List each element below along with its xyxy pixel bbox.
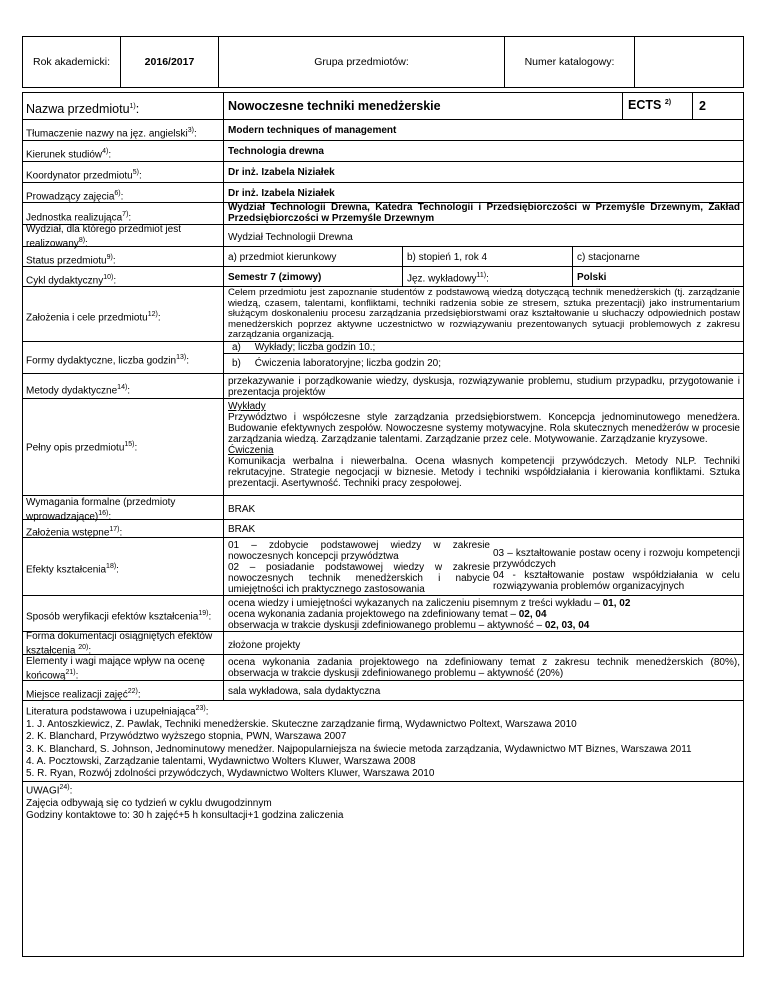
wydz-label: Wydział, dla którego przedmiot jest realizowany$^{8)}$: [26,224,181,249]
ects-value: 2 [699,99,706,113]
literature-heading: Literatura podstawowa i uzupełniająca$^{23)}$: [26,705,209,718]
metody-label: Metody dydaktyczne$^{14)}$: [26,384,131,397]
uwagi-heading: UWAGI$^{24)}$: [22,781,744,798]
literature-item: 2. K. Blanchard, Przywództwo wyższego stopnia, PWN, Warszawa 2007 [26,731,347,743]
divider [692,92,693,119]
row-status [22,247,744,267]
zal-label: Założenia i cele przedmiotu$^{12)}$: [26,311,161,324]
forma-label: Forma dokumentacji osiągniętych efektów kształcenia $^{20)}$: [26,631,213,656]
row-sposob [22,596,744,632]
row-wymagania [22,496,744,523]
spos-value [228,598,740,631]
formy-label: Formy dydaktyczne, liczba godzin$^{13)}$: [26,354,189,367]
efekty-label: Efekty kształcenia$^{18)}$: [26,563,119,576]
divider [622,92,623,119]
efekt-01: 01 – zdobycie podstawowej wiedzy w zakresie nowoczesnych koncepcji przywództwa [228,540,490,562]
opis-cwiczenia-heading: Ćwiczenia [228,445,274,456]
efekty-right [493,548,740,592]
wym-value: BRAK [228,504,256,515]
literature-section [26,703,738,822]
nazwa-value: Nowoczesne techniki menedżerskie [228,99,441,113]
tlum-label: Tłumaczenie nazwy na jęz. angielski$^{3)}$: [26,127,197,140]
row-wydzial [22,225,744,247]
row-forma [22,632,744,655]
divider [402,247,403,266]
koord-value: Dr inż. Izabela Niziałek [228,167,335,178]
cykl-label: Cykl dydaktyczny$^{10)}$: [26,274,117,287]
zal-value: Celem przedmiotu jest zapoznanie studentów z podstawową wiedzą dotyczącą technik menedżerskich (tj. zarządzanie wiedzą, czasem, talentami, konfliktami, techniki radzenia sobie ze stresem, sztuka prezentacji) jako instrumentarium służącym doskonaleniu procesu zarządzania przedsiębiorstwami oraz kształtowanie u słuchaczy odpowiednich postaw menedżerskich poprzez aktywne uczestnictwo w rozwiązywaniu prezentowanych sytuacji problemowych z zakresu zarządzania organizacją. [228,287,740,341]
status-label: Status przedmiotu$^{9)}$: [26,254,116,267]
row-zalozenia-cele [22,287,744,342]
row-opis [22,399,744,496]
wym-label: Wymagania formalne (przedmioty wprowadzające)$^{16)}$: [26,497,176,523]
opis-label: Pełny opis przedmiotu$^{15)}$: [26,441,138,454]
jez-label: Jęz. wykładowy$^{11)}$: [407,272,489,285]
literature-item: 1. J. Antoszkiewicz, Z. Pawlak, Techniki menedżerskie. Skuteczne zarządzanie firmą, Wydawnictwo Poltext, Warszawa 2010 [26,718,577,730]
row-miejsce [22,681,744,701]
row-jednostka [22,203,744,225]
column-divider [223,92,224,701]
status-b: b) stopień 1, rok 4 [407,252,488,263]
numer-label: Numer katalogowy: [505,37,635,87]
divider [572,267,573,286]
literature-item: 4. A. Pocztowski, Zarządzanie talentami, Wydawnictwo Wolters Kluwer, Warszawa 2008 [26,755,416,767]
row-elementy [22,655,744,681]
header-table [22,36,744,88]
row-nazwa [22,92,744,120]
divider [223,353,744,354]
grupa-label: Grupa przedmiotów: [219,37,505,87]
cykl-value: Semestr 7 (zimowy) [228,272,322,283]
zalw-value: BRAK [228,524,256,535]
status-c: c) stacjonarne [577,252,640,263]
prow-value: Dr inż. Izabela Niziałek [228,188,335,199]
literature-item: 3. K. Blanchard, S. Johnson, Jednominutowy menedżer. Najpopularniejsza na świecie metoda zarządzania, Wydawnictwo MT Biznes, Warszawa 2011 [26,743,692,755]
status-a: a) przedmiot kierunkowy [228,252,337,263]
literature-item: 5. R. Ryan, Rozwój zdolności przywódczych, Wydawnictwo Wolters Kluwer, Warszawa 2010 [26,768,435,780]
row-kierunek [22,141,744,162]
divider [572,247,573,266]
spos-line-2: ocena wykonania zadania projektowego na zdefiniowany temat – 02, 04 [228,609,547,620]
efekty-left [228,540,490,595]
row-cykl [22,267,744,287]
spos-label: Sposób weryfikacji efektów kształcenia$^{19)}$: [26,610,212,623]
row-zalozenia-wstepne [22,520,744,538]
formy-b: b) Ćwiczenia laboratoryjne; liczba godzin 20; [232,358,441,369]
zalw-label: Założenia wstępne$^{17)}$: [26,526,123,539]
tlum-value: Modern techniques of management [228,125,397,136]
row-efekty [22,538,744,596]
spos-line-3: obserwacja w trakcie dyskusji zdefiniowanego problemu – aktywność – 02, 03, 04 [228,620,590,631]
row-prowadzacy [22,183,744,203]
prow-label: Prowadzący zajęcia$^{6)}$: [26,190,124,203]
efekt-03: 03 – kształtowanie postaw oceny i rozwoju kompetencji przywódczych [493,548,740,570]
opis-wyklady-text: Przywództwo i współczesne style zarządzania przedsiębiorstwem. Koncepcja jednominutowego menedżera. Budowanie efektywnych zespołów. Nowoczesne systemy motywacyjne. Rola skutecznych menedżerów w procesie zarządzania wiedzą. Zarządzanie talentami. Zarządzanie przez cele. Motywowanie. Zarządzanie kryzysowe. [228,412,740,445]
uwagi-line-2: Godziny kontaktowe to: 30 h zajęć+5 h konsultacji+1 godzina zaliczenia [26,809,344,821]
miejsce-value: sala wykładowa, sala dydaktyczna [228,686,381,697]
row-formy [22,342,744,374]
jedn-label: Jednostka realizująca$^{7)}$: [26,211,132,224]
opis-cwiczenia-text: Komunikacja werbalna i niewerbalna. Ocena własnych kompetencji przywódczych. Metody NLP. Techniki rekrutacyjne. Strategie negocjacji w biznesie. Metody i techniki współdziałania i kierowania konfliktami. Sztuka prezentacji. Asertywność. Techniki pracy zespołowej. [228,456,740,489]
metody-value: przekazywanie i porządkowanie wiedzy, dyskusja, rozwiązywanie problemu, studium przypadku, przygotowanie i prezentacja projektów [228,376,740,398]
rok-value: 2016/2017 [121,37,219,87]
efekt-02: 02 – posiadanie podstawowej wiedzy w zakresie nowoczesnych technik menedżerskich i nabycie umiejętności ich praktycznego zastosowania [228,562,490,595]
row-metody [22,374,744,399]
kier-label: Kierunek studiów$^{4)}$: [26,148,112,161]
row-koordynator [22,162,744,183]
miejsce-label: Miejsce realizacji zajęć$^{22)}$: [26,688,141,701]
jedn-value: Wydział Technologii Drewna, Katedra Technologii i Przedsiębiorczości w Przemyśle Drzewnym, Zakład Przedsiębiorczości w Przemyśle Drzewnym [228,202,740,224]
kier-value: Technologia drewna [228,146,324,157]
elem-value: ocena wykonania zadania projektowego na zdefiniowany temat z zakresu technik menedżerskich (80%), obserwacja w trakcie dyskusji zdefiniowanego problemu – aktywność (20%) [228,657,740,679]
formy-a: a) Wykłady; liczba godzin 10.; [232,342,376,353]
row-tlumaczenie [22,120,744,141]
rok-label: Rok akademicki: [23,37,121,87]
numer-value [635,37,743,87]
opis-value [228,401,740,489]
forma-value: złożone projekty [228,640,301,651]
efekt-04: 04 - kształtowanie postaw współdziałania w celu rozwiązywania problemów organizacyjnych [493,570,740,592]
koord-label: Koordynator przedmiotu$^{5)}$: [26,169,142,182]
divider [402,267,403,286]
ects-label: ECTS $^{2)}$ [628,98,672,112]
elem-label: Elementy i wagi mające wpływ na ocenę końcową$^{21)}$: [26,656,205,681]
uwagi-line-1: Zajęcia odbywają się co tydzień w cyklu dwugodzinnym [26,797,272,809]
opis-wyklady-heading: Wykłady [228,401,266,412]
nazwa-label: Nazwa przedmiotu$^{1)}$: [26,102,140,117]
jez-value: Polski [577,272,607,283]
spos-line-1: ocena wiedzy i umiejętności wykazanych na zaliczeniu pisemnym z treści wykładu – 01, 02 [228,598,631,609]
wydz-value: Wydział Technologii Drewna [228,232,353,243]
